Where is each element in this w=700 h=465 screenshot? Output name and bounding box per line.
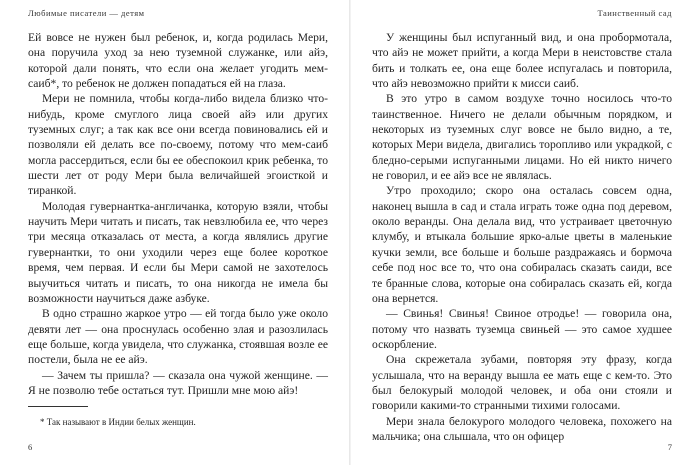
paragraph: Она скрежетала зубами, повторяя эту фразу, когда услышала, что на веранду вышла ее мать еще с кем-то. Это был белокурый молодой человек, и оба они стояли и говорили какими-то странными тихими голосами.: [372, 353, 672, 413]
paragraph: — Свинья! Свинья! Свиное отродье! — говорила она, потому что назвать туземца свиньей — это самое худшее оскорбление.: [372, 307, 672, 351]
running-head-left: Любимые писатели — детям: [28, 8, 145, 18]
paragraph: В это утро в самом воздухе точно носилось что-то таинственное. Ничего не делали обычным порядком, и некоторых из туземных слуг вовсе не было видно, а те, которых Мери видела, двигались торопливо или украдкой, с бледно-серыми испуганными лицами. Но ей никто ничего не говорил, и ее айэ все не являлась.: [372, 92, 672, 183]
right-page: [350, 0, 700, 465]
right-page-text: [372, 30, 672, 444]
page-number-left: 6: [28, 442, 33, 452]
paragraph: Утро проходило; скоро она осталась совсем одна, наконец вышла в сад и стала играть тоже одна под деревом, около веранды. Она делала вид, что устраивает цветочную клумбу, и втыкала большие ярко-алые цветы в маленькие кучки земли, все больше и больше раздражаясь и бормоча себе под нос все то, что она собиралась сказать саиди, все те бранные слова, которые она собиралась сказать ей, когда она вернется.: [372, 184, 672, 305]
paragraph: Молодая гувернантка-англичанка, которую взяли, чтобы научить Мери читать и писать, так невзлюбила ее, что через три месяца отказалась от места, а когда являлись другие гувернантки, то они уходили через еще более короткое время, чем первая. И если бы Мери самой не захотелось выучиться читать и писать, то она никогда не имела бы возможности научиться даже азбуке.: [28, 199, 328, 305]
paragraph: — Зачем ты пришла? — сказала она чужой женщине. — Я не позволю тебе остаться тут. Пришли мне мою айэ!: [28, 368, 328, 397]
running-head-right: Таинственный сад: [597, 8, 672, 18]
footnote-divider: [28, 406, 88, 407]
footnote: * Так называют в Индии белых женщин.: [40, 417, 196, 427]
left-page-text: [28, 30, 328, 398]
paragraph: Мери не помнила, чтобы когда-либо видела близко что-нибудь, кроме смуглого лица своей айэ или других туземных слуг; а так как все они всегда повиновались ей и позволяли ей делать все по-своему, потому что мем-саиб могла рассердиться, если бы ее обеспокоил крик ребенка, то шести лет от роду Мери была величайшей эгоисткой и тиранкой.: [28, 92, 328, 198]
paragraph: Ей вовсе не нужен был ребенок, и, когда родилась Мери, она поручила уход за нею туземной служанке, или айэ, которой дали понять, что если она желает угодить мем-саиб*, то ребенок не должен попадаться ей на глаза.: [28, 31, 328, 91]
paragraph: У женщины был испуганный вид, и она пробормотала, что айэ не может прийти, а когда Мери в неистовстве стала бить и толкать ее, она еще более испугалась и повторила, что айэ невозможно прийти к мисси саиб.: [372, 31, 672, 91]
paragraph: Мери знала белокурого молодого человека, похожего на мальчика; она слышала, что он офицер: [372, 414, 672, 443]
page-number-right: 7: [667, 442, 672, 452]
paragraph: В одно страшно жаркое утро — ей тогда было уже около девяти лет — она проснулась особенно злая и разозлилась еще больше, когда увидела, что служанка, стоявшая возле ее постели, была не ее айэ.: [28, 307, 328, 367]
